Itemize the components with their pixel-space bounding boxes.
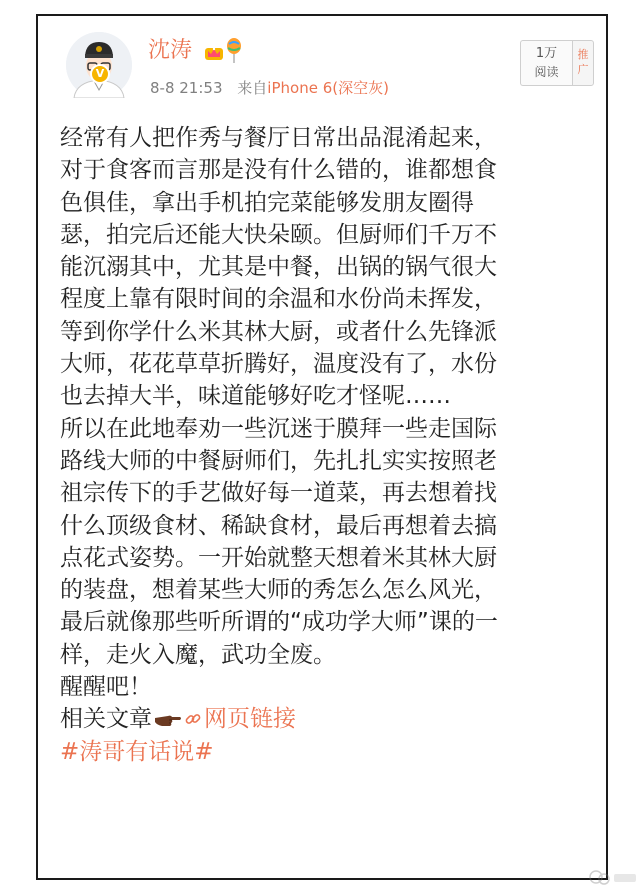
web-link[interactable]: 网页链接	[204, 706, 296, 733]
topic-hashtag-link[interactable]: #涛哥有话说#	[60, 738, 214, 765]
related-label: 相关文章	[60, 706, 152, 733]
link-icon[interactable]	[184, 710, 202, 728]
read-label: 阅读	[534, 65, 559, 79]
verified-badge: V	[90, 64, 110, 84]
body-line: 对于食客而言那是没有什么错的，谁都想食	[60, 157, 497, 184]
body-line: 色俱佳，拿出手机拍完菜能够发朋友圈得	[60, 189, 474, 216]
body-line: 程度上靠有限时间的余温和水份尚未挥发，	[60, 286, 497, 313]
related-article-row	[60, 703, 590, 735]
read-count: 1万	[535, 46, 558, 61]
post-meta	[150, 76, 389, 100]
username[interactable]: 沈涛	[148, 38, 193, 63]
promote-button[interactable]: 推广	[572, 40, 594, 86]
body-line: 点花式姿势。一开始就整天想着米其林大厨	[60, 544, 497, 571]
source-prefix: 来自	[237, 79, 268, 97]
body-line: 大师，花花草草折腾好，温度没有了，水份	[60, 351, 497, 378]
body-line: 等到你学什么米其林大厨，或者什么先锋派	[60, 318, 497, 345]
post-timestamp: 8-8 21:53	[150, 79, 223, 97]
pointing-hand-icon	[154, 710, 182, 728]
body-line: 瑟，拍完后还能大快朵颐。但厨师们千万不	[60, 221, 497, 248]
body-line: 所以在此地奉劝一些沉迷于膜拜一些走国际	[60, 415, 497, 442]
read-count-box	[520, 40, 572, 86]
body-line: 祖宗传下的手艺做好每一道菜，再去想着找	[60, 480, 497, 507]
watermark-icon	[588, 868, 640, 886]
body-line: 也去掉大半，味道能够好吃才怪呢……	[60, 383, 451, 410]
crown-icon[interactable]	[204, 42, 224, 62]
source-device-link[interactable]: iPhone 6(深空灰)	[267, 79, 389, 97]
body-line: 样，走火入魔，武功全废。	[60, 641, 336, 668]
post-content	[60, 122, 590, 768]
weibo-post-card	[36, 14, 608, 880]
body-line: 醒醒吧！	[60, 674, 152, 701]
body-line: 什么顶级食材、稀缺食材，最后再想着去搞	[60, 512, 497, 539]
body-line: 经常有人把作秀与餐厅日常出品混淆起来，	[60, 125, 497, 151]
body-line: 最后就像那些听所谓的“成功学大师”课的一	[60, 609, 498, 636]
body-line: 能沉溺其中，尤其是中餐，出锅的锅气很大	[60, 254, 497, 281]
body-line: 路线大师的中餐厨师们，先扎扎实实按照老	[60, 447, 497, 474]
body-line: 的装盘，想着某些大师的秀怎么怎么风光，	[60, 577, 497, 604]
balloon-icon[interactable]	[226, 38, 242, 64]
